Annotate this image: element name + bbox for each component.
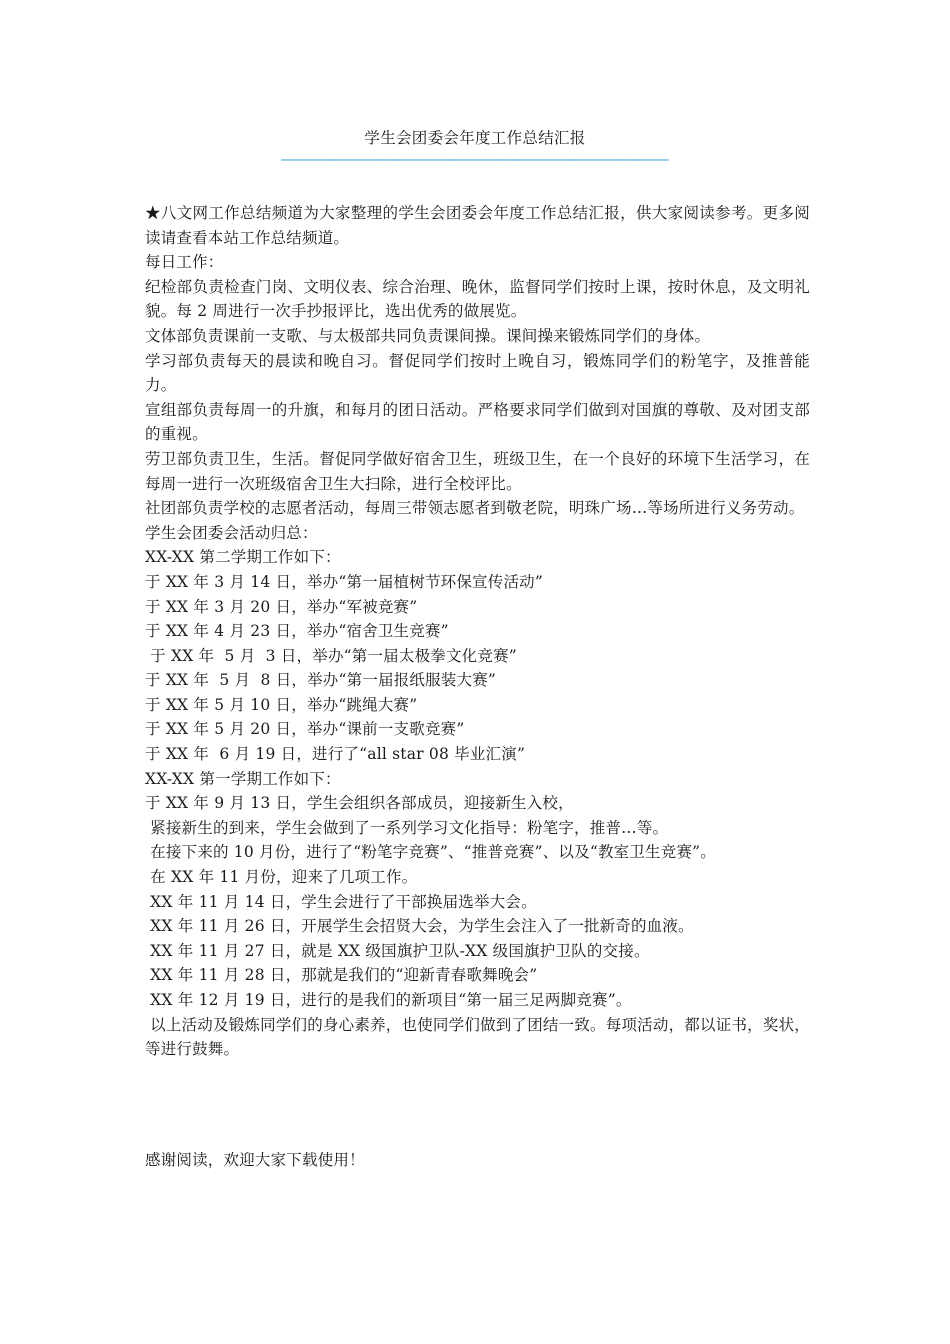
section-heading-activity-summary: 学生会团委会活动归总： <box>145 523 318 542</box>
summary-paragraph: 以上活动及锻炼同学们的身心素养，也使同学们做到了团结一致。每项活动，都以证书，奖状，等进行鼓舞。 <box>145 1015 810 1059</box>
paragraph-club-dept: 社团部负责学校的志愿者活动，每周三带领志愿者到敬老院，明珠广场…等场所进行义务劳动。 <box>145 499 805 518</box>
closing-line: 感谢阅读，欢迎大家下载使用！ <box>145 1151 365 1169</box>
list-item: 在 XX 年 11 月份，迎来了几项工作。 <box>145 868 418 887</box>
list-item: 在接下来的 10 月份，进行了“粉笔字竞赛”、“推普竞赛”、以及“教室卫生竞赛”。 <box>145 843 716 862</box>
list-item: 于 XX 年 9 月 13 日，学生会组织各部成员，迎接新生入校， <box>145 794 574 813</box>
list-item: 于 XX 年 3 月 20 日，举办“军被竞赛” <box>145 597 418 616</box>
list-item: XX 年 11 月 27 日，就是 XX 级国旗护卫队-XX 级国旗护卫队的交接。 <box>145 941 650 960</box>
section-heading-daily-work: 每日工作： <box>145 253 224 272</box>
list-item: XX 年 11 月 14 日，学生会进行了干部换届选举大会。 <box>145 892 537 911</box>
list-item: 于 XX 年 5 月 3 日，举办“第一届太极拳文化竞赛” <box>145 646 517 665</box>
list-item: XX 年 11 月 26 日，开展学生会招贤大会，为学生会注入了一批新奇的血液。 <box>145 917 694 936</box>
paragraph-study-dept: 学习部负责每天的晨读和晚自习。督促同学们按时上晚自习，锻炼同学们的粉笔字，及推普能力。 <box>145 351 810 395</box>
list-item: 紧接新生的到来，学生会做到了一系列学习文化指导：粉笔字，推普…等。 <box>145 818 669 837</box>
document-title: 学生会团委会年度工作总结汇报 <box>364 129 586 147</box>
list-item: 于 XX 年 3 月 14 日，举办“第一届植树节环保宣传活动” <box>145 572 543 591</box>
document-body <box>145 201 810 1062</box>
list-item: XX 年 11 月 28 日，那就是我们的“迎新青春歌舞晚会” <box>145 966 538 985</box>
paragraph-discipline-dept: 纪检部负责检查门岗、文明仪表、综合治理、晚休，监督同学们按时上课，按时休息，及文明礼貌。每 2 周进行一次手抄报评比，选出优秀的做展览。 <box>145 277 810 321</box>
list-item: 于 XX 年 5 月 8 日，举办“第一届报纸服装大赛” <box>145 671 497 690</box>
paragraph-publicity-dept: 宣组部负责每周一的升旗，和每月的团日活动。严格要求同学们做到对国旗的尊敬、及对团支部的重视。 <box>145 400 810 444</box>
section-heading-second-semester: XX-XX 第二学期工作如下： <box>145 548 341 567</box>
list-item: 于 XX 年 6 月 19 日，进行了“all star 08 毕业汇演” <box>145 745 526 764</box>
section-heading-first-semester: XX-XX 第一学期工作如下： <box>145 769 341 788</box>
list-item: XX 年 12 月 19 日，进行的是我们的新项目“第一届三足两脚竞赛”。 <box>145 991 632 1009</box>
title-underline-rule: —————————————————————————————————————————— <box>281 150 669 168</box>
intro-paragraph: ★八文网工作总结频道为大家整理的学生会团委会年度工作总结汇报，供大家阅读参考。更多阅读请查看本站工作总结频道。 <box>145 204 810 247</box>
list-item: 于 XX 年 5 月 10 日，举办“跳绳大赛” <box>145 695 418 714</box>
paragraph-hygiene-dept: 劳卫部负责卫生，生活。督促同学做好宿舍卫生，班级卫生，在一个良好的环境下生活学习，在每周一进行一次班级宿舍卫生大扫除，进行全校评比。 <box>145 449 810 493</box>
list-item: 于 XX 年 5 月 20 日，举办“课前一支歌竞赛” <box>145 720 465 739</box>
paragraph-sports-dept: 文体部负责课前一支歌、与太极部共同负责课间操。课间操来锻炼同学们的身体。 <box>145 326 711 345</box>
list-item: 于 XX 年 4 月 23 日，举办“宿舍卫生竞赛” <box>145 622 449 641</box>
